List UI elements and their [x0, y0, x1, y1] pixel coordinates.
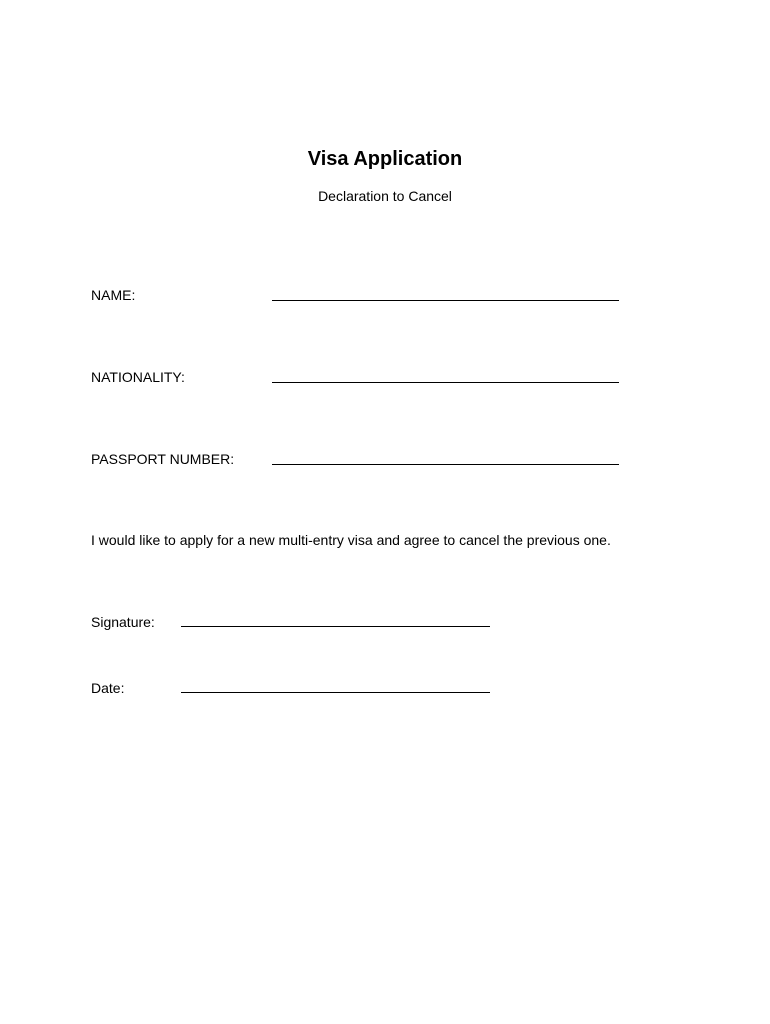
nationality-label: NATIONALITY:	[91, 369, 185, 385]
date-label: Date:	[91, 680, 125, 696]
passport-number-label: PASSPORT NUMBER:	[91, 451, 235, 467]
document-subtitle: Declaration to Cancel	[318, 188, 452, 204]
declaration-statement: I would like to apply for a new multi-entry visa and agree to cancel the previous one.	[91, 532, 611, 548]
name-blank-line[interactable]	[272, 300, 619, 301]
signature-blank-line[interactable]	[181, 626, 490, 627]
document-title: Visa Application	[307, 148, 463, 170]
name-label: NAME:	[91, 287, 136, 303]
passport-number-blank-line[interactable]	[272, 464, 619, 465]
signature-label: Signature:	[91, 614, 155, 630]
date-blank-line[interactable]	[181, 692, 490, 693]
nationality-blank-line[interactable]	[272, 382, 619, 383]
